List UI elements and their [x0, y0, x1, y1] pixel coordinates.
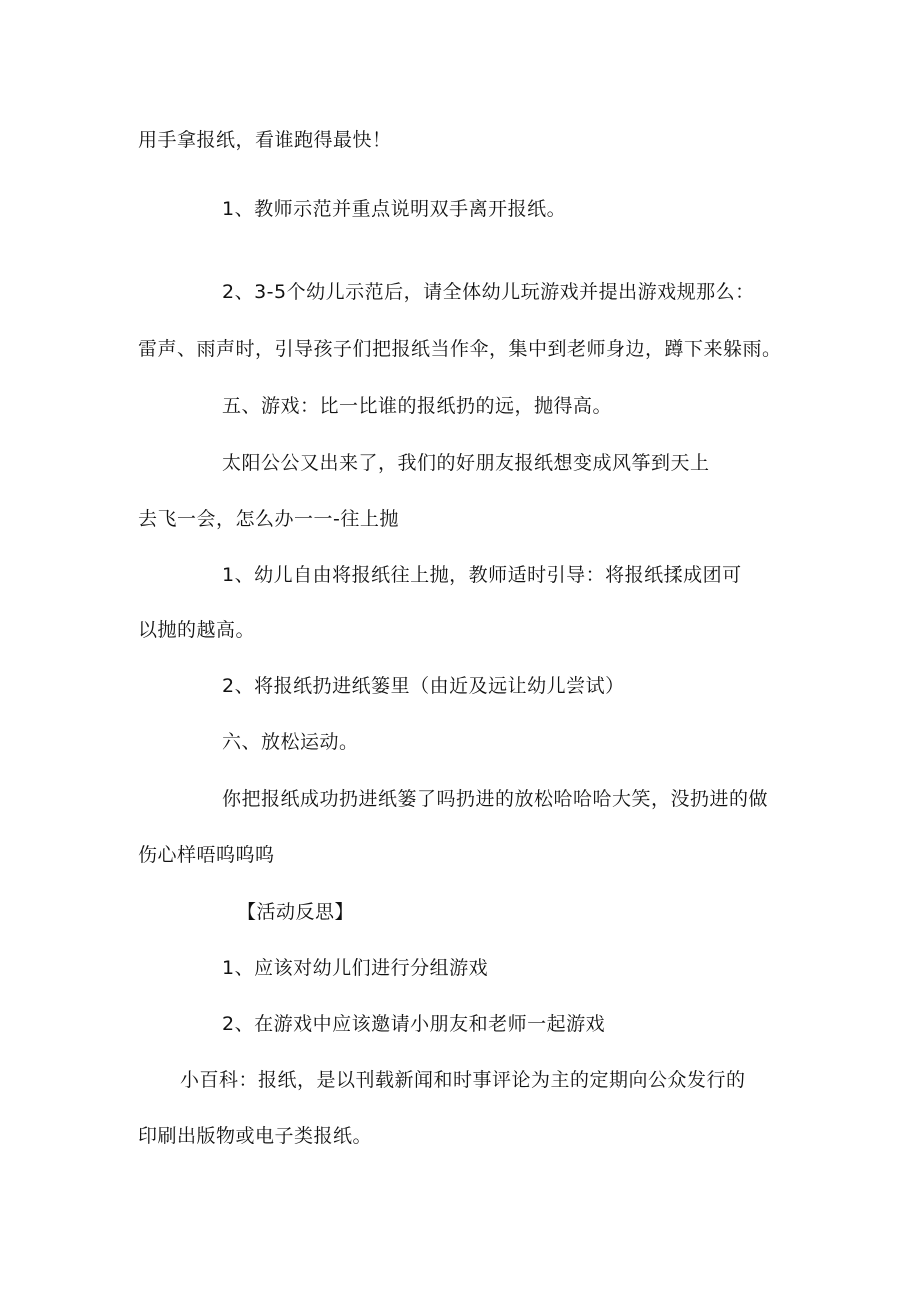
text-line-reflection-2: 2、在游戏中应该邀请小朋友和老师一起游戏 — [222, 1013, 606, 1035]
section-heading-reflection: 【活动反思】 — [237, 901, 355, 923]
section-heading-relax: 六、放松运动。 — [222, 731, 359, 753]
text-line-encyclopedia: 小百科：报纸，是以刊载新闻和时事评论为主的定期向公众发行的 — [180, 1069, 746, 1091]
text-line-sun-cont: 去飞一会，怎么办一一-往上抛 — [138, 508, 399, 530]
text-line-continuation: 用手拿报纸，看谁跑得最快！ — [138, 129, 392, 151]
text-line-step-1: 1、教师示范并重点说明双手离开报纸。 — [222, 198, 567, 220]
text-line-throw-1: 1、幼儿自由将报纸往上抛，教师适时引导：将报纸揉成团可 — [222, 564, 742, 586]
text-line-reflection-1: 1、应该对幼儿们进行分组游戏 — [222, 957, 489, 979]
text-line-relax: 你把报纸成功扔进纸篓了吗扔进的放松哈哈哈大笑，没扔进的做 — [222, 788, 769, 810]
text-line-throw-2: 2、将报纸扔进纸篓里（由近及远让幼儿尝试） — [222, 675, 625, 697]
text-line-relax-cont: 伤心样唔呜呜呜 — [138, 844, 275, 866]
text-line-sun: 太阳公公又出来了，我们的好朋友报纸想变成风筝到天上 — [222, 452, 710, 474]
section-heading-game: 五、游戏：比一比谁的报纸扔的远，抛得高。 — [222, 395, 613, 417]
text-line-throw-1-cont: 以抛的越高。 — [138, 619, 256, 641]
text-line-encyclopedia-cont: 印刷出版物或电子类报纸。 — [138, 1125, 373, 1147]
text-line-step-2: 2、3-5个幼儿示范后，请全体幼儿玩游戏并提出游戏规那么： — [222, 281, 755, 303]
text-line-step-2-cont: 雷声、雨声时，引导孩子们把报纸当作伞，集中到老师身边，蹲下来躲雨。 — [138, 338, 782, 360]
